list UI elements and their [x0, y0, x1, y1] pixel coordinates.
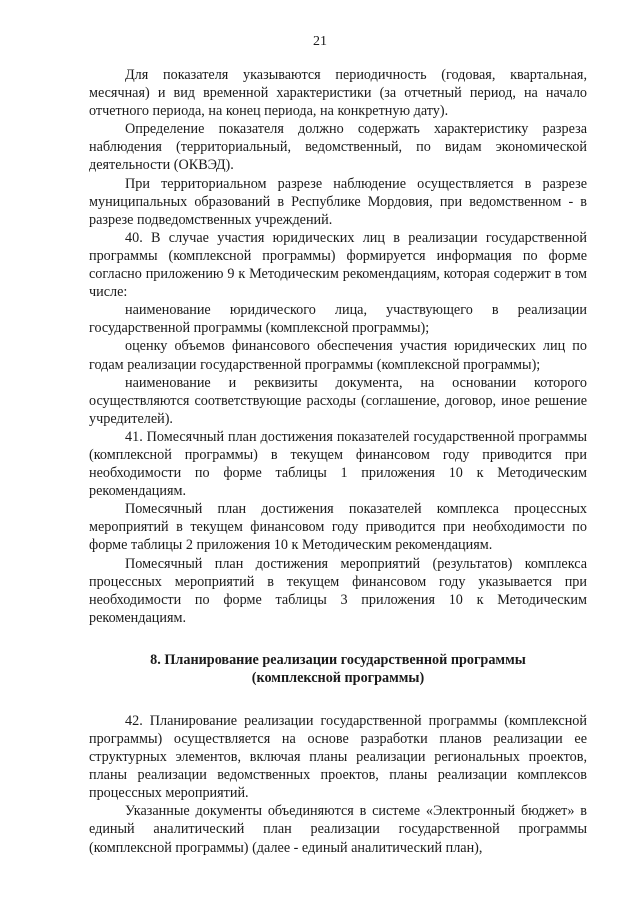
paragraph-periodicity: Для показателя указываются периодичность (годовая, квартальная, месячная) и вид временной характеристики (за отчетный период, на начало отчетного периода, на конец периода, на конкретную дату). [89, 67, 587, 120]
paragraph-electronic-budget: Указанные документы объединяются в системе «Электронный бюджет» в единый аналитический план реализации государственной программы (комплексной программы) (далее - единый аналитический план), [89, 803, 587, 856]
page-number: 21 [313, 34, 327, 49]
paragraph-territorial-breakdown: При территориальном разрезе наблюдение осуществляется в разрезе муниципальных образований в Республике Мордовия, при ведомственном - в разрезе подведомственных учреждений. [89, 175, 587, 228]
paragraph-indicator-definition: Определение показателя должно содержать характеристику разреза наблюдения (территориальный, ведомственный, по видам экономической деятельности (ОКВЭД). [89, 121, 587, 174]
paragraph-monthly-plan-complex: Помесячный план достижения показателей комплекса процессных мероприятий в текущем финансовом году приводится при необходимости по форме таблицы 2 приложения 10 к Методическим рекомендациям. [89, 501, 587, 554]
section-heading-line-1: 8. Планирование реализации государственной программы [150, 651, 526, 668]
paragraph-item-42: 42. Планирование реализации государственной программы (комплексной программы) осуществляется на основе разработки планов реализации ее структурных элементов, включая планы реализации региональных проектов, планы реализации ведомственных проектов, планы реализации комплексов процессных мероприятий. [89, 712, 587, 802]
section-heading-line-2: (комплексной программы) [251, 670, 425, 687]
list-item-funding-estimate: оценку объемов финансового обеспечения участия юридических лиц по годам реализации государственной программы (комплексной программы); [89, 338, 587, 373]
list-item-legal-entity-name: наименование юридического лица, участвующего в реализации государственной программы (комплексной программы); [89, 302, 587, 337]
document-body [89, 66, 587, 857]
section-heading [89, 651, 587, 688]
list-item-document-details: наименование и реквизиты документа, на основании которого осуществляются соответствующие расходы (соглашение, договор, иное решение учредителей). [89, 374, 587, 427]
paragraph-monthly-plan-results: Помесячный план достижения мероприятий (результатов) комплекса процессных мероприятий в текущем финансовом году указывается при необходимости по форме таблицы 3 приложения 10 к Методическим рекомендациям. [89, 555, 587, 626]
paragraph-item-40: 40. В случае участия юридических лиц в реализации государственной программы (комплексной программы) формируется информация по форме согласно приложению 9 к Методическим рекомендациям, которая содержит в том числе: [89, 229, 587, 301]
paragraph-item-41: 41. Помесячный план достижения показателей государственной программы (комплексной программы) в текущем финансовом году приводится при необходимости по форме таблицы 1 приложения 10 к Методическим рекомендациям. [89, 428, 587, 500]
